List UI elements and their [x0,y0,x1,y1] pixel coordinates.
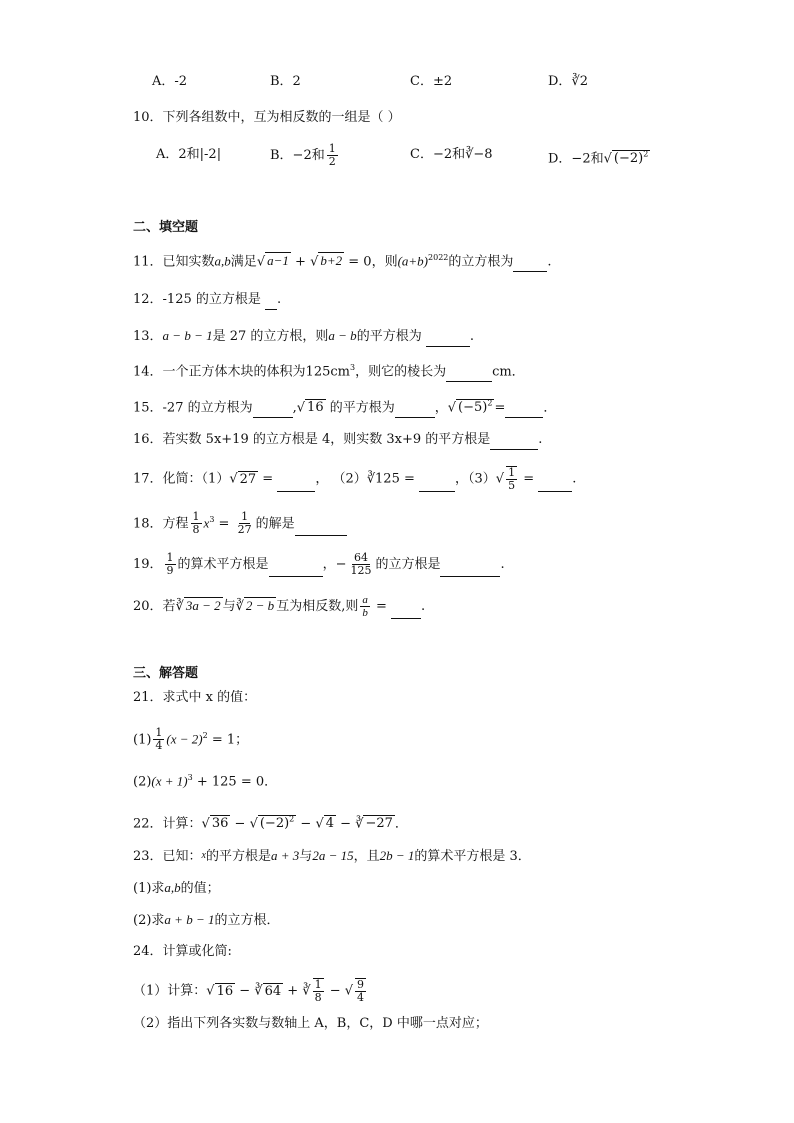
question-15: 15．-27 的立方根为 ,√ 16 的平方根为 ，√ $(-5)^2$ = ． [133,394,556,418]
answer-blank[interactable] [395,403,435,418]
answer-blank[interactable] [419,477,455,492]
question-23: 23．已知：$^x$的平方根是a + 3与2a − 15，且2b − 1的算术平方根是 3． [133,848,531,864]
question-21-stem: 21．求式中 x 的值： [133,690,257,705]
question-22: 22．计算：√ 36 − √ $(-2)^2$ − √ 4 − ∛ −27 ． [133,815,408,832]
answer-blank[interactable] [253,403,293,418]
question-11: 11．已知实数a,b满足√ a−1 + √ b+2 = 0，则$(a+b)^{2022}$的立方根为 . [133,248,552,272]
question-24-stem: 24．计算或化简: [133,944,232,959]
q10-option-b [270,143,340,168]
question-16: 16．若实数 5x+19 的立方根是 4，则实数 3x+9 的平方根是 . [133,430,542,450]
question-12: 12．-125 的立方根是 . [133,290,281,310]
q9-option-d: D．∛2 [548,74,588,89]
q9-option-c: C．±2 [410,74,453,89]
q9-option-b: B．2 [270,74,301,89]
q9-option-a: A．-2 [152,74,188,89]
answer-blank[interactable] [446,367,492,382]
q10-b-text: B．−2和 [270,148,325,163]
answer-blank[interactable] [505,403,543,418]
answer-blank[interactable] [490,435,538,450]
question-13: 13．a − b − 1是 27 的立方根，则a − b的平方根为 . [133,326,474,347]
answer-blank[interactable] [269,562,323,577]
question-14: 14．一个正方体木块的体积为$125cm^3$，则它的棱长为 cm． [133,358,525,382]
q10-stem: 10．下列各组数中，互为相反数的一组是（ ） [133,110,401,125]
answer-blank[interactable] [440,562,500,577]
question-19: 19． $\frac{1}{9}$ 的算术平方根是 ，− $\frac{64}{125}$ 的立方根是 . [133,551,505,577]
answer-blank[interactable] [426,332,470,347]
q10-option-d: D．−2和√ $(-2)^2$ [548,150,649,167]
answer-blank[interactable] [277,477,315,492]
question-21-part-2: $(2)(x + 1)^3 + 125 = 0$． [133,773,278,790]
question-23-part-2: (2)求a + b − 1的立方根． [133,912,280,928]
question-24-part-2: （2）指出下列各实数与数轴上 A，B，C，D 中哪一点对应； [133,1016,488,1031]
q10-option-c: C．−2和∛−8 [410,147,493,162]
question-20: 20．若∛ 3a − 2 与∛ 2 − b 互为相反数,则 $\frac{a}{b}$ = . [133,594,426,619]
section-solve-title: 三、解答题 [133,666,199,681]
answer-blank[interactable] [538,477,572,492]
answer-blank[interactable] [391,604,421,619]
answer-blank[interactable] [513,257,547,272]
question-18: 18．方程 $\frac{1}{8}$ $x^3$ = $\frac{1}{27}$ 的解是 [133,510,347,536]
question-17: 17．化简：（1）√ 27 = ， （2）∛125 = ，（3）√ $\frac{1}{5}$ = . [133,466,577,492]
question-24-part-1: （1）计算：√ 16 − ∛ 64 + ∛ $\frac{1}{8}$ − √ $\frac{9}{4}$ [133,978,365,1004]
q10-option-a: A．2和|-2| [156,147,222,162]
question-21-part-1: (1) $\frac{1}{4}$ $(x - 2)^2 = 1$； [133,726,249,753]
answer-blank[interactable] [265,295,277,310]
answer-blank[interactable] [295,521,347,536]
question-23-part-1: (1)求a,b的值； [133,880,220,896]
q10-b-fraction: $\frac{1}{2}$ [328,142,336,168]
section-fill-in-title: 二、填空题 [133,220,199,235]
